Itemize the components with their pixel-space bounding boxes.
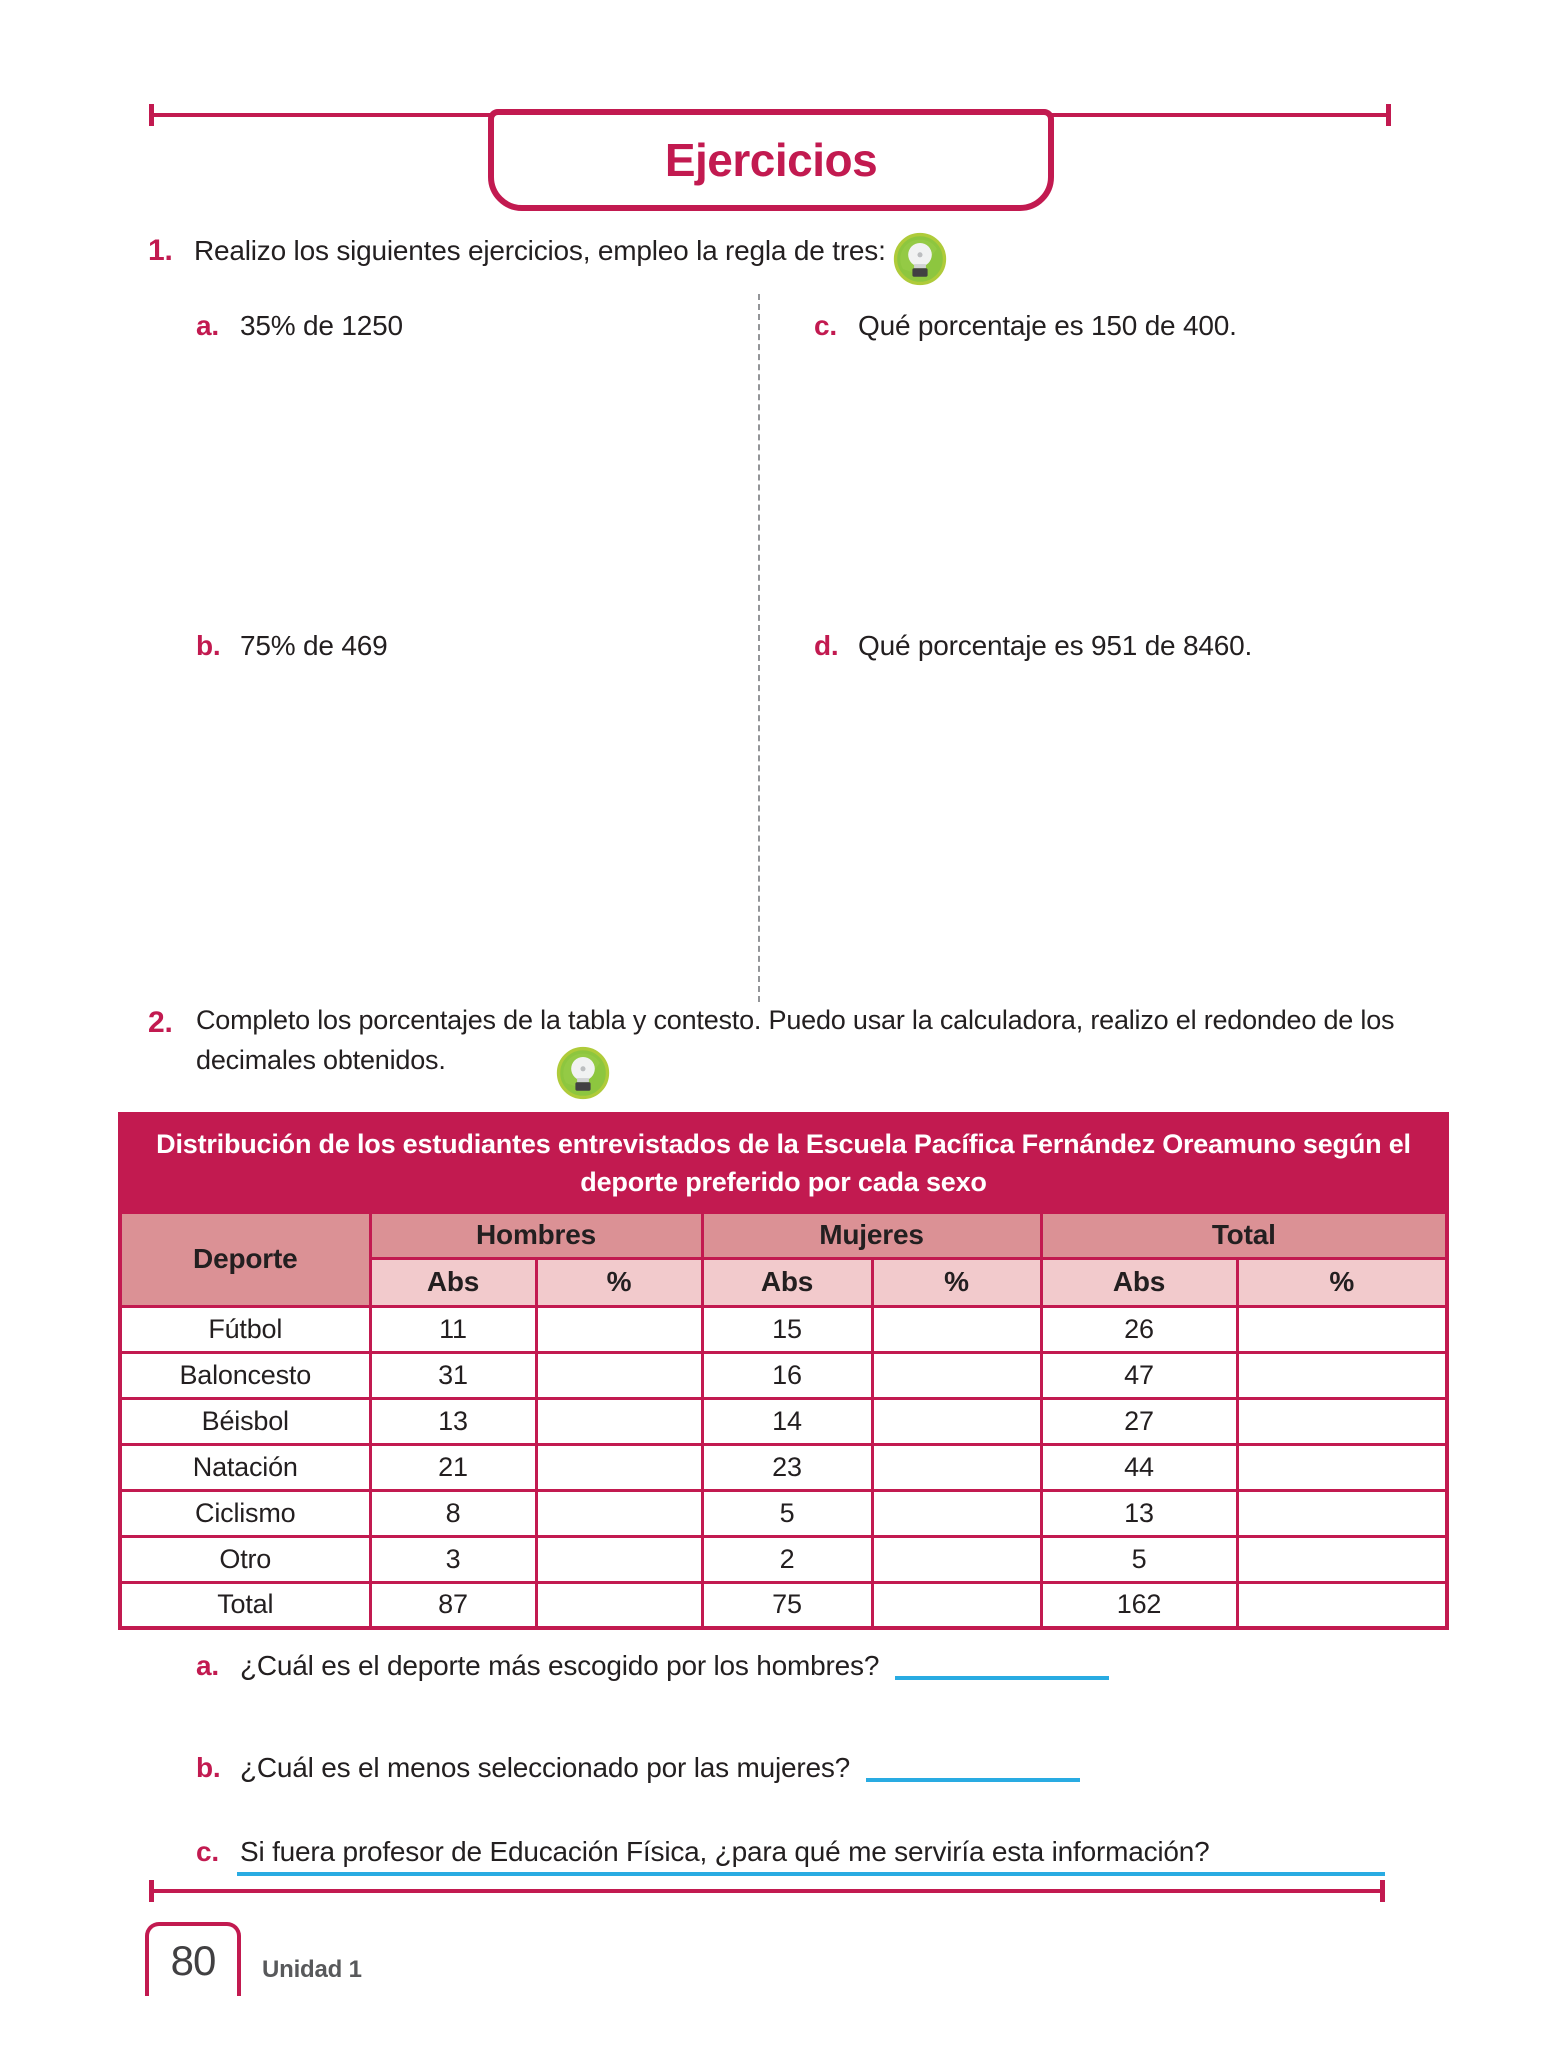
table-row	[120, 1490, 1447, 1536]
sport-cell: Fútbol	[120, 1306, 370, 1352]
column-group-mujeres: Mujeres	[702, 1212, 1041, 1258]
abs-cell: 5	[1041, 1536, 1237, 1582]
distribution-table	[118, 1112, 1449, 1630]
exercise1-item-b	[196, 630, 387, 662]
item-d-letter: d.	[814, 630, 839, 661]
item-b-letter: b.	[196, 630, 221, 661]
abs-cell: 75	[702, 1582, 872, 1628]
abs-cell: 27	[1041, 1398, 1237, 1444]
subheader-abs: Abs	[370, 1258, 536, 1306]
lightbulb-icon	[556, 1046, 610, 1100]
pct-cell-blank[interactable]	[536, 1444, 702, 1490]
sport-cell: Total	[120, 1582, 370, 1628]
abs-cell: 44	[1041, 1444, 1237, 1490]
pct-cell-blank[interactable]	[872, 1582, 1041, 1628]
answer-line-b[interactable]	[866, 1778, 1080, 1782]
subheader-abs: Abs	[1041, 1258, 1237, 1306]
top-rule-left-cap	[149, 104, 154, 126]
abs-cell: 14	[702, 1398, 872, 1444]
item-a-letter: a.	[196, 310, 219, 341]
question-a-letter: a.	[196, 1650, 219, 1681]
exercise2-prompt: Completo los porcentajes de la tabla y contesto. Puedo usar la calculadora, realizo el redondeo de los decimales obtenidos.	[196, 1005, 1395, 1075]
column-group-hombres: Hombres	[370, 1212, 702, 1258]
abs-cell: 13	[370, 1398, 536, 1444]
abs-cell: 15	[702, 1306, 872, 1352]
exercise1-prompt: Realizo los siguientes ejercicios, empleo la regla de tres:	[194, 235, 886, 266]
question-c	[196, 1836, 1210, 1868]
page-number-box	[145, 1922, 241, 1996]
pct-cell-blank[interactable]	[536, 1536, 702, 1582]
abs-cell: 16	[702, 1352, 872, 1398]
pct-cell-blank[interactable]	[872, 1490, 1041, 1536]
pct-cell-blank[interactable]	[1237, 1306, 1447, 1352]
pct-cell-blank[interactable]	[536, 1490, 702, 1536]
abs-cell: 2	[702, 1536, 872, 1582]
abs-cell: 87	[370, 1582, 536, 1628]
question-a-text: ¿Cuál es el deporte más escogido por los hombres?	[240, 1650, 880, 1681]
pct-cell-blank[interactable]	[872, 1398, 1041, 1444]
abs-cell: 8	[370, 1490, 536, 1536]
pct-cell-blank[interactable]	[536, 1398, 702, 1444]
item-d-text: Qué porcentaje es 951 de 8460.	[858, 630, 1253, 661]
item-c-text: Qué porcentaje es 150 de 400.	[858, 310, 1237, 341]
sport-cell: Natación	[120, 1444, 370, 1490]
sport-cell: Otro	[120, 1536, 370, 1582]
unit-label: Unidad 1	[262, 1956, 362, 1983]
question-b-text: ¿Cuál es el menos seleccionado por las mujeres?	[240, 1752, 851, 1783]
pct-cell-blank[interactable]	[872, 1444, 1041, 1490]
abs-cell: 26	[1041, 1306, 1237, 1352]
bottom-rule-right-cap	[1380, 1880, 1385, 1902]
abs-cell: 5	[702, 1490, 872, 1536]
table-row	[120, 1352, 1447, 1398]
pct-cell-blank[interactable]	[1237, 1536, 1447, 1582]
bottom-rule	[150, 1889, 1384, 1893]
top-rule-right-cap	[1386, 104, 1391, 126]
item-c-letter: c.	[814, 310, 837, 341]
pct-cell-blank[interactable]	[536, 1352, 702, 1398]
abs-cell: 31	[370, 1352, 536, 1398]
exercise1-item-d	[814, 630, 1252, 662]
page-number: 80	[170, 1937, 216, 1984]
subheader-pct: %	[536, 1258, 702, 1306]
pct-cell-blank[interactable]	[1237, 1582, 1447, 1628]
section-title: Ejercicios	[664, 134, 878, 186]
exercise1-item-c	[814, 310, 1237, 342]
pct-cell-blank[interactable]	[536, 1582, 702, 1628]
lightbulb-icon	[893, 232, 947, 286]
question-c-letter: c.	[196, 1836, 219, 1867]
answer-line-c[interactable]	[237, 1872, 1385, 1876]
exercise1-item-a	[196, 310, 403, 342]
item-b-text: 75% de 469	[240, 630, 388, 661]
table-row	[120, 1306, 1447, 1352]
answer-line-a[interactable]	[895, 1676, 1109, 1680]
subheader-pct: %	[1237, 1258, 1447, 1306]
abs-cell: 47	[1041, 1352, 1237, 1398]
sport-cell: Baloncesto	[120, 1352, 370, 1398]
table-row	[120, 1444, 1447, 1490]
abs-cell: 3	[370, 1536, 536, 1582]
section-title-tab	[488, 109, 1054, 211]
pct-cell-blank[interactable]	[1237, 1398, 1447, 1444]
question-c-text: Si fuera profesor de Educación Física, ¿para qué me serviría esta información?	[240, 1836, 1210, 1867]
exercise1-number: 1.	[148, 234, 173, 267]
table-row-total	[120, 1582, 1447, 1628]
subheader-pct: %	[872, 1258, 1041, 1306]
table-row	[120, 1536, 1447, 1582]
sport-cell: Ciclismo	[120, 1490, 370, 1536]
abs-cell: 21	[370, 1444, 536, 1490]
abs-cell: 11	[370, 1306, 536, 1352]
question-b-letter: b.	[196, 1752, 221, 1783]
subheader-abs: Abs	[702, 1258, 872, 1306]
question-b	[196, 1752, 1080, 1784]
column-divider	[758, 294, 760, 1002]
question-a	[196, 1650, 1109, 1682]
item-a-text: 35% de 1250	[240, 310, 403, 341]
pct-cell-blank[interactable]	[872, 1306, 1041, 1352]
pct-cell-blank[interactable]	[872, 1352, 1041, 1398]
table-row	[120, 1398, 1447, 1444]
exercise2-number: 2.	[148, 1006, 173, 1039]
pct-cell-blank[interactable]	[536, 1306, 702, 1352]
bottom-rule-left-cap	[149, 1880, 154, 1902]
pct-cell-blank[interactable]	[1237, 1490, 1447, 1536]
column-header-deporte: Deporte	[120, 1212, 370, 1306]
pct-cell-blank[interactable]	[1237, 1352, 1447, 1398]
abs-cell: 13	[1041, 1490, 1237, 1536]
table-title: Distribución de los estudiantes entrevistados de la Escuela Pacífica Fernández Oreamuno según el deporte preferido por cada sexo	[120, 1114, 1447, 1212]
sport-cell: Béisbol	[120, 1398, 370, 1444]
exercise1-header	[148, 234, 886, 268]
column-group-total: Total	[1041, 1212, 1447, 1258]
abs-cell: 162	[1041, 1582, 1237, 1628]
pct-cell-blank[interactable]	[1237, 1444, 1447, 1490]
pct-cell-blank[interactable]	[872, 1536, 1041, 1582]
abs-cell: 23	[702, 1444, 872, 1490]
